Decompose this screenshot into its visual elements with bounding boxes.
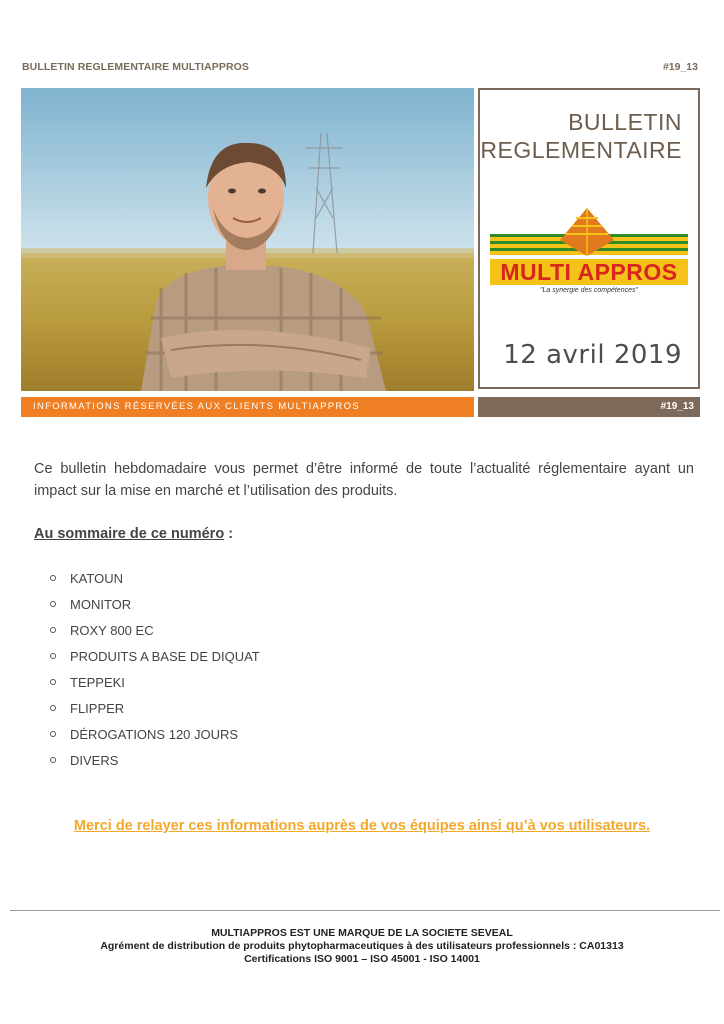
header-issue-number: #19_13 (662, 61, 698, 73)
intro-paragraph: Ce bulletin hebdomadaire vous permet d’être informé de toute l’actualité réglementaire ayant un impact sur la mise en marché et l’utilisation des produits. (34, 461, 694, 499)
bullet-circle-icon (50, 705, 56, 711)
logo-wordmark: MULTI APPROS (500, 259, 678, 285)
title-line-2: REGLEMENTAIRE (480, 137, 682, 163)
logo-tagline: "La synergie des compétences" (540, 287, 638, 294)
title-line-1: BULLETIN (568, 109, 682, 135)
list-item (50, 591, 260, 617)
list-item (50, 643, 260, 669)
footer-approval-line: Agrément de distribution de produits phytopharmaceutiques à des utilisateurs professionnels : CA01313 (100, 940, 624, 952)
summary-heading-text: Au sommaire de ce numéro (34, 526, 225, 542)
list-item-label: DIVERS (70, 752, 119, 768)
bullet-circle-icon (50, 627, 56, 633)
list-item-label: KATOUN (70, 570, 123, 586)
issue-band (478, 397, 700, 417)
list-item (50, 565, 260, 591)
footer-divider (10, 910, 720, 911)
client-info-text: INFORMATIONS RÉSERVÉES AUX CLIENTS MULTIAPPROS (33, 401, 360, 412)
issue-date: 12 avril 2019 (503, 340, 682, 370)
farmer-photo-illustration (21, 88, 474, 391)
summary-heading (34, 526, 233, 542)
list-item (50, 669, 260, 695)
list-item-label: TEPPEKI (70, 674, 125, 690)
footer-certifications-line: Certifications ISO 9001 – ISO 45001 - ISO 14001 (244, 953, 480, 965)
list-item-label: DÉROGATIONS 120 JOURS (70, 726, 239, 742)
bullet-circle-icon (50, 757, 56, 763)
bullet-circle-icon (50, 653, 56, 659)
list-item-label: FLIPPER (70, 700, 125, 716)
list-item-label: PRODUITS A BASE DE DIQUAT (70, 648, 260, 664)
bullet-circle-icon (50, 575, 56, 581)
footer-brand-line: MULTIAPPROS EST UNE MARQUE DE LA SOCIETE SEVEAL (211, 927, 513, 939)
list-item (50, 695, 260, 721)
client-info-band (21, 397, 474, 417)
bullet-circle-icon (50, 731, 56, 737)
list-item (50, 617, 260, 643)
list-item (50, 721, 260, 747)
header-title: BULLETIN REGLEMENTAIRE MULTIAPPROS (22, 61, 250, 73)
issue-band-number: #19_13 (660, 401, 694, 412)
list-item-label: MONITOR (70, 596, 132, 612)
cover-photo (21, 88, 474, 391)
summary-list (50, 565, 260, 773)
summary-heading-suffix: : (224, 526, 234, 542)
title-box (478, 88, 700, 389)
multiappros-logo (486, 196, 692, 300)
bullet-circle-icon (50, 601, 56, 607)
list-item-label: ROXY 800 EC (70, 622, 154, 638)
list-item (50, 747, 260, 773)
bullet-circle-icon (50, 679, 56, 685)
relay-message: Merci de relayer ces informations auprès de vos équipes ainsi qu’à vos utilisateurs. (73, 818, 651, 834)
